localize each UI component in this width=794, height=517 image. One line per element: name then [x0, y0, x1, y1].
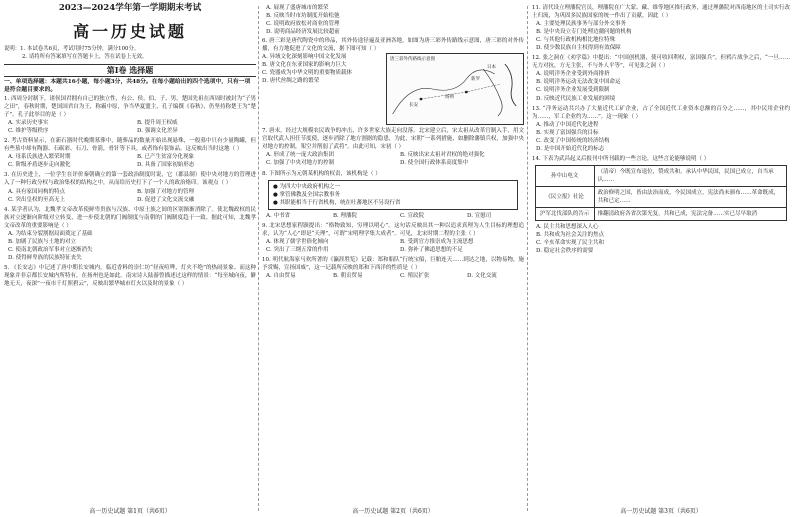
option-c: C. 辛亥革命实现了民主共和 [536, 239, 605, 246]
option-c: C. 突出皇权的至高无上 [8, 196, 66, 203]
map-label-silla: 新罗 [471, 77, 480, 83]
question-text: 6. 唐三彩是唐代陶瓷中的珍品，其外传途径遍及亚洲各地，如图为唐三彩外传路线示意图，唐三彩的对外传播，有力地促进了文化的交流，据下图可知（ ） [262, 38, 524, 53]
option-b: B. 加强了对地方的管理 [137, 188, 195, 195]
question-1 [4, 94, 256, 136]
question-options [532, 70, 790, 102]
table-cell-content: 政治修明之国，皆由法治而成，今民国成立，宪法尚未颁布……革命既成，共和已定…… [594, 186, 787, 207]
option-a: A. 体现了儒学世俗化倾向 [266, 238, 329, 245]
column-divider [258, 6, 259, 511]
question-options [4, 188, 256, 204]
question-options [4, 153, 256, 169]
map-drawing [387, 54, 523, 124]
option-c: C. 阶级矛盾逐步走向激化 [8, 162, 71, 169]
question-12 [532, 53, 790, 103]
note-1: 说明：1. 本试卷共6页，考试用时75分钟，满分100分。 [4, 46, 140, 52]
option-b: B. 反映出宋太祖对君权的绝对强化 [400, 152, 485, 159]
option-a: A. 母系氏族进入繁荣时期 [8, 154, 71, 161]
option-c: C. 突出了三纲五常的作用 [266, 246, 329, 253]
option-c: C. 与其他行政机构相比地位特殊 [536, 37, 616, 44]
table-row [535, 207, 787, 220]
option-a: A. 说明洋务企业受到外商排挤 [536, 71, 610, 78]
option-a: A. 展现了盛唐城市的繁荣 [266, 5, 329, 11]
option-b: B. 受到官方推崇成为主流思想 [400, 238, 474, 245]
table-cell-content: 推翻清政府各省次第光复，共和已成，宪法完备……实已尽早取消 [594, 207, 787, 220]
table-cell-source: 《民立报》社论 [535, 186, 594, 207]
option-b: B. 提升周王权威 [137, 120, 178, 127]
table-cell-source: 沪军北伐部队的告示 [535, 207, 594, 220]
option-b: B. 反映当时市坊制度开始松弛 [266, 13, 340, 20]
question-text: 14. 下表为武昌起义后报刊中所刊载的一些言论，这些言论能够说明（ ） [532, 155, 710, 162]
option-c: C. 使南北朝政治军事对立逐渐消失 [8, 246, 93, 253]
page-footer-3: 高一历史试题 第3页（共6页） [620, 508, 702, 515]
section-title: 一、单项选择题：本题共16小题，每小题3分，共48分。在每小题给出的四个选项中，只有一项是符合题目要求的。 [4, 79, 251, 93]
option-d: D. 宣慰司 [467, 212, 492, 219]
option-d: D. 强调文化差异 [137, 128, 178, 135]
question-text: 2. 考古资料显示，在新石器时代晚期墓葬中，随葬品的数量开始出现悬殊，一般墓中只有少量陶罐，但有些墓中却有陶器、石砺彩、石刀、骨箭，骨针等下具，或者饰有装饰品。这反映出当时这地（ ） [4, 138, 256, 153]
question-text: 11. 清代设立理藩院官员，理藩院在广大蒙、藏、维等地区推行政务，通过理藩院对西南地区的土司实行改土归流，为巩固多民族国家的统一作出了贡献。因此（ ） [532, 5, 790, 20]
question-3 [4, 170, 256, 204]
question-options [532, 223, 790, 255]
question-8 [262, 169, 524, 221]
option-c: C. 说明洋务企业发展受到限制 [536, 87, 610, 94]
option-d: D. 唐代丝绸之路的繁荣 [262, 78, 320, 85]
question-2 [4, 136, 256, 170]
option-c: C. 宣政院 [400, 212, 425, 219]
column-page-1 [4, 0, 256, 517]
part-title: 第Ⅰ卷 选择题 [4, 64, 256, 77]
option-a: A. 民主共和思想深入人心 [536, 223, 599, 230]
option-b: B. 已产生贫富分化现象 [137, 154, 195, 161]
question-options [532, 20, 790, 52]
option-a: A. 中书省 [266, 212, 290, 219]
question-4 [4, 205, 256, 263]
option-c: C. 改变了中国传统的经济结构 [536, 137, 610, 144]
question-9 [262, 221, 524, 255]
option-b: B. 唐文化在东亚国家的影响力巨大 [262, 62, 347, 69]
table-row [535, 165, 787, 186]
map-title: 唐三彩外传路线示意图 [390, 57, 435, 63]
table-row [535, 186, 787, 207]
exam-title: 高一历史试题 [72, 22, 187, 41]
option-d: D. 促进了文化交流交融 [137, 196, 195, 203]
option-d: D. 使得鲜卑族的民族特征丧失 [8, 254, 82, 261]
option-a: A. 实录历史事实 [8, 120, 49, 127]
question-text: 12. 张之洞在《劝学篇》中提出：“中国创机器，使可收回利权，富国强兵”，但鸦片战争之后，“一旦……无力对抗，方无主张，不与外人平等”，可见张之洞（ ） [532, 55, 790, 70]
question-13 [532, 104, 790, 154]
question-text: 8. 下图所示为元朝某机构的权责，该机构是（ ） [262, 170, 381, 177]
question-text: 10. 明代航海家马欢所著的《瀛涯胜览》记载：郑和船队“行统宝船，巨舶连天……到达之地，以物易物，施予赏赐，宣扬国威”，这一记载所反映的郑和下西洋的性质是（ ） [262, 256, 524, 271]
option-a: A. 形成了统一庞大政治集团 [266, 152, 334, 159]
route-map [386, 53, 524, 125]
question-text: 1. 西周分封制下，诸侯国君拥有自己的独立性，有公、侯、伯、子、男，楚国先祖在西周时被封为“子男之田”，春秋时期，楚国国君自为王，称霸中原，争当华夏盟主，孔子编撰《春秋》，仍坚持称楚王为“楚子”。孔子此举目的是（ ） [4, 96, 256, 119]
question-7 [262, 126, 524, 168]
option-b: B. 说明洋务运动无法改变中国命运 [536, 79, 621, 86]
question-options [262, 272, 524, 280]
question-5-options [262, 4, 524, 36]
question-text: 7. 唐末，经过大规模农民战争的冲击，许多世家大族走向没落。北宋建立后，宋太祖从改革官制入手，用文官取代武人担任节度使，逐步消除了地方割据的隐患，为此，宋朝“一系列措施，如删除藩镇兵权，加强中央对地方的控制，架空并削弱了武将”。由此可知，宋初（ ） [262, 128, 524, 151]
question-11 [532, 3, 790, 53]
question-10 [262, 255, 524, 281]
question-text: 4. 某学者认为，北魏孝文帝改革使鲜卑贵族与汉族、中原士族之间的区别渐渐消除了。使北魏政权的民族对立逐渐向阶级对立转变，进一步使北朝的门阀制度与南朝的门阀制度趋于一致。据此可知，北魏孝文帝改革的重要影响是（ ） [4, 206, 256, 229]
option-b: B. 加剧了民族与土地的对立 [8, 238, 77, 245]
option-c: C. 加强了中央对地方的控制 [266, 160, 335, 167]
option-c: C. 维护等级秩序 [8, 128, 49, 135]
option-c: C. 瓷器成为中华文明的重要物质载体 [262, 70, 353, 77]
box-line: ● 其职能相当于行省机构，统在吐蕃地区不另设行省 [273, 199, 401, 206]
option-d: D. 使全国行政体系高度集中 [400, 160, 469, 167]
question-8-box [268, 180, 518, 210]
question-14 [532, 154, 790, 256]
column-page-3 [532, 0, 790, 517]
question-options [262, 212, 524, 220]
option-d: D. 文化交流 [467, 273, 497, 280]
map-label-changan: 长安 [409, 103, 418, 109]
question-options [532, 121, 790, 153]
exam-header: 2023—2024学年第一学期期末考试 [58, 3, 202, 13]
box-line: ● 为四大中央政府机构之一 [273, 183, 341, 190]
option-b: B. 实现了富国强兵的目标 [536, 129, 599, 136]
question-6-body [262, 53, 524, 125]
question-text: 5. 《长安志》中记述了唐中期长安城内，临近香料的崇仁坊“昼夜喧哗，灯火不绝”的热闹景象。而这种现象并非京都长安城内所特有，在扬州也是如此。南宋诗人陆游曾描述过这样的情景：“每至城向夜，僻地无天，夜深”一夜市千灯照碧云”，反映出繁华城市灯火以及时的景象（ ） [4, 264, 256, 288]
box-line: ● 掌管佛教及全国宗教事务 [273, 191, 341, 198]
option-c: C. 说明政府放松对商业的管理 [266, 21, 340, 28]
note-2: 2. 请将所有答案填写在答题卡上，答在试卷上无效。 [22, 54, 148, 60]
question-options [262, 53, 382, 125]
option-d: D. 弥补了佛道思想的不足 [400, 246, 463, 253]
page-footer-1: 高一历史试题 第1页（共6页） [89, 508, 171, 515]
question-text: 3. 在历史进上，一位学生在评价秦朝确立的第一套政治制度时说，它（郡县制）使中央对地方的管理进入了一种行政分权与政治集权的结构之中，从而给历史打下了一个人的政治烙印。该观点（ ） [4, 172, 256, 187]
question-options [262, 238, 524, 254]
question-text: 9. 北宋思想家程颢提出：“格物致知，穷理以明心”。这句话反映出其一种以追求真理为人生目标的理想追求，认为“人心”即是“天理”，可谓“宋明理学集大成者”。可见，北宋时期二程的主张（ ） [262, 222, 524, 237]
option-d: D. 反映近代民族工业发展的困境 [536, 95, 616, 102]
table-cell-content: （清帝）今既宣布退位，赞成共和，承认中华民国，民国已成立，自当承认…… [594, 165, 787, 186]
question-5 [4, 263, 256, 289]
question-options [4, 230, 256, 262]
column-divider [527, 6, 528, 511]
option-a: A. 推动了中国近代化进程 [536, 121, 599, 128]
option-d: D. 具备了国家初始形态 [137, 162, 195, 169]
option-a: A. 异域文化深刻影响中国文化发展 [262, 54, 347, 61]
option-b: B. 理藩院 [333, 212, 358, 219]
column-page-2 [262, 0, 524, 517]
option-a: A. 主要处理民族事务与部分外交事务 [536, 21, 626, 28]
option-d: D. 使少数民族自主权得到有效保障 [536, 45, 621, 52]
option-d: D. 稳定社会秩序的需要 [536, 248, 594, 255]
option-a: A. 为结束分裂割据局面奠定了基础 [8, 230, 93, 237]
option-a: A. 自由贸易 [266, 273, 296, 280]
map-label-yangzhou: 扬州 [445, 95, 454, 101]
table-cell-source: 孙中山电文 [535, 165, 594, 186]
option-b: B. 共和成为社会关注的焦点 [536, 231, 605, 238]
question-14-table [535, 165, 788, 221]
map-label-japan: 日本 [487, 65, 496, 71]
option-d: D. 是中国开始近代化的标志 [536, 145, 605, 152]
option-a: A. 具有家国同构的特点 [8, 188, 65, 195]
option-b: B. 朝贡贸易 [333, 273, 363, 280]
question-options [4, 119, 256, 135]
option-c: C. 殖民扩张 [400, 273, 430, 280]
option-b: B. 是中央设立专门处理边疆问题的机构 [536, 29, 632, 36]
page-footer-2: 高一历史试题 第2页（共6页） [352, 508, 434, 515]
question-text: 13. “洋务运动共兴办了大量近代工矿企业，占了全国近代工业资本总额的百分之……，其中民用企业约为……，军工企业约为……”。这一现象（ ） [532, 105, 790, 120]
question-6 [262, 36, 524, 126]
option-d: D. 说明商品经济发展比较超前 [266, 29, 340, 36]
question-options [262, 151, 524, 167]
